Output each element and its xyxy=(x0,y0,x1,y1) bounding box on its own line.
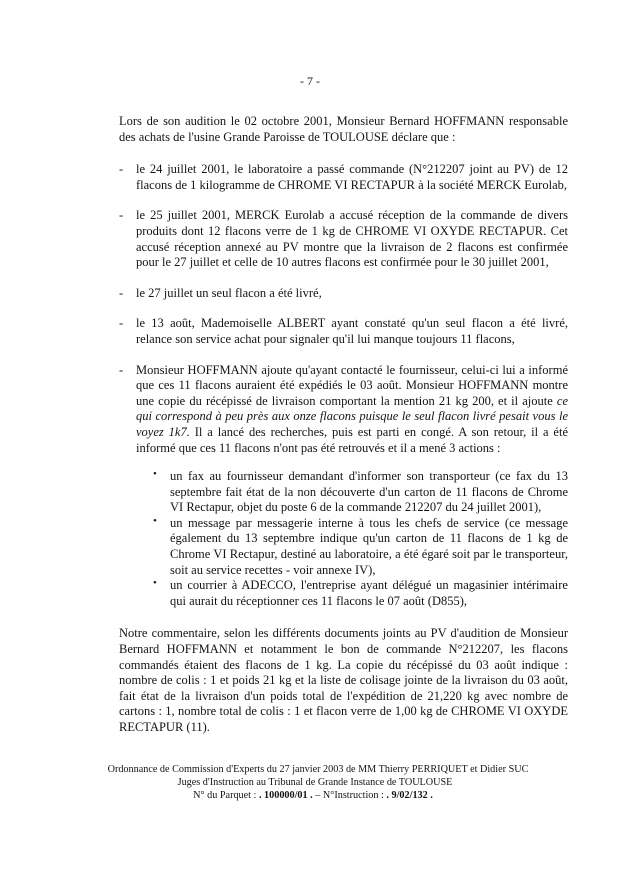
action-item xyxy=(153,578,568,609)
list-item xyxy=(119,162,568,193)
action-text: un message par messagerie interne à tous les chefs de service (ce message également du 13 septembre indique qu'un carton de 11 flacons de 1 kg de Chrome VI Rectapur, destiné au laboratoire, a été égaré soit par le transporteur, soit au service recettes - voir annexe IV), xyxy=(170,515,568,577)
parquet-number: . 100000/01 . xyxy=(258,789,313,801)
parquet-label: N° du Parquet : xyxy=(193,789,259,801)
list-item-text: le 13 août, Mademoiselle ALBERT ayant constaté qu'un seul flacon a été livré, relance son service achat pour signaler qu'il lui manque toujours 11 flacons, xyxy=(136,316,568,346)
footer xyxy=(0,764,620,802)
instruction-label: – N°Instruction : xyxy=(312,789,387,801)
actions-list xyxy=(136,469,568,609)
comment-paragraph: Notre commentaire, selon les différents documents joints au PV d'audition de Monsieur Bernard HOFFMANN et notamment le bon de commande N°212207, les flacons commandés étaient des flacons de 1 kg. La copie du récépissé du 03 août indique : nombre de colis : 1 et poids 21 kg et la liste de colisage jointe de la livraison du 03 août, fait état de la livraison d'un poids total de l'expédition de 21,220 kg avec nombre de cartons : 1, nombre total de colis : 1 et flacon verre de 1,00 kg de CHROME VI OXYDE RECTAPUR (11). xyxy=(119,626,568,734)
list-item-text: le 25 juillet 2001, MERCK Eurolab a accusé réception de la commande de divers produits dont 12 flacons verre de 1 kg de CHROME VI OXYDE RECTAPUR. Cet accusé réception annexé au PV montre que la livraison de 2 flacons est confirmée pour le 27 juillet et celle de 10 autres flacons est confirmée pour le 30 juillet 2001, xyxy=(136,208,568,270)
list-item xyxy=(119,316,568,347)
page-number: - 7 - xyxy=(300,74,320,88)
hoffmann-quote: ce qui correspond à peu près aux onze flacons puisque le seul flacon livré pesait vous le voyez 1k7. xyxy=(136,393,568,439)
list-item xyxy=(119,286,568,302)
dash-bullet: - xyxy=(119,285,124,300)
footer-line-ordonnance: Ordonnance de Commission d'Experts du 27 janvier 2003 de MM Thierry PERRIQUET et Didier SUC xyxy=(107,764,529,775)
dot-bullet: • xyxy=(153,514,157,527)
dot-bullet: • xyxy=(153,577,157,590)
action-item xyxy=(153,469,568,516)
footer-line-juges: Juges d'Instruction au Tribunal de Grande Instance de TOULOUSE xyxy=(177,776,453,788)
hoffmann-text-before: Monsieur HOFFMANN ajoute qu'ayant contacté le fournisseur, celui-ci lui a informé que ces 11 flacons auraient été expédiés le 03 août. Monsieur HOFFMANN montre une copie du récépissé de livraison comportant la mention 21 kg 200, et il ajoute xyxy=(136,362,568,408)
action-text: un courrier à ADECCO, l'entreprise ayant délégué un magasinier intérimaire qui aurait du réceptionner ces 11 flacons le 07 août (D855), xyxy=(170,578,568,608)
intro-paragraph: Lors de son audition le 02 octobre 2001, Monsieur Bernard HOFFMANN responsable des achats de l'usine Grande Paroisse de TOULOUSE déclare que : xyxy=(119,114,568,144)
footer-line-references xyxy=(0,790,620,803)
list-item-text: le 24 juillet 2001, le laboratoire a passé commande (N°212207 joint au PV) de 12 flacons de 1 kilogramme de CHROME VI RECTAPUR à la société MERCK Eurolab, xyxy=(136,162,568,192)
hoffmann-text-after: Il a lancé des recherches, puis est parti en congé. A son retour, il a été informé que ces 11 flacons n'ont pas été retrouvés et il a mené 3 actions : xyxy=(136,424,568,455)
instruction-number: . 9/02/132 . xyxy=(386,789,433,801)
dot-bullet: • xyxy=(153,468,157,481)
dash-bullet: - xyxy=(119,208,124,223)
list-item-hoffmann xyxy=(119,363,568,610)
dash-bullet: - xyxy=(119,362,124,377)
document-body xyxy=(119,114,568,736)
dash-bullet: - xyxy=(119,162,124,177)
action-text: un fax au fournisseur demandant d'informer son transporteur (ce fax du 13 septembre fait état de la non découverte d'un carton de 11 flacons de Chrome VI Rectapur, objet du poste 6 de la commande 212207 du 24 juillet 2001), xyxy=(170,469,568,515)
action-item xyxy=(153,516,568,578)
list-item xyxy=(119,208,568,270)
dash-bullet: - xyxy=(119,316,124,331)
list-item-text: le 27 juillet un seul flacon a été livré, xyxy=(136,285,322,300)
